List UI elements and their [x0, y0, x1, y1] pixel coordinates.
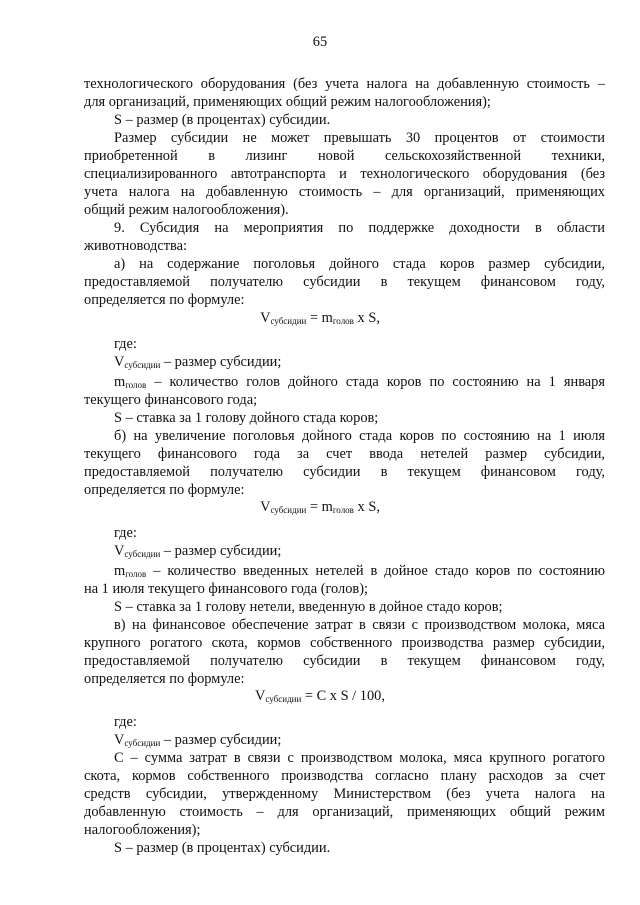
text-line-content: – количество голов дойного стада коров по состоянию на 1 января	[154, 374, 605, 390]
text-line	[84, 237, 605, 255]
text-line-content: S – ставка за 1 голову нетели, введенную в дойное стадо коров;	[114, 599, 503, 615]
text-line-content: специализированного автотранспорта и технологического оборудования (без	[84, 166, 605, 182]
text-line-content: общий режим налогообложения).	[84, 202, 289, 218]
text-line	[84, 767, 605, 785]
text-line-content: определяется по формуле:	[84, 671, 245, 687]
text-line	[114, 219, 605, 237]
text-line	[114, 111, 605, 129]
text-line	[114, 616, 605, 634]
text-line	[84, 803, 605, 821]
text-line-content: на 1 июля текущего финансового года (голов);	[84, 581, 368, 597]
text-line	[84, 481, 605, 499]
text-line-content: где:	[114, 714, 137, 730]
text-line	[84, 821, 605, 839]
text-line-content: учета налога на добавленную стоимость – для организаций, применяющих	[84, 184, 605, 200]
text-line-content: средств субсидии, утвержденному Министерством (без учета налога на	[84, 786, 605, 802]
page-number: 65	[312, 34, 328, 50]
definition-line: $V_{субсидии}$ – размер субсидии;	[114, 354, 282, 370]
variable-symbol: $m_{голов}$	[114, 374, 147, 390]
text-line	[114, 335, 605, 353]
text-line	[114, 713, 605, 731]
text-line	[114, 839, 605, 857]
text-line-content: С – сумма затрат в связи с производством молока, мяса крупного рогатого	[114, 750, 605, 766]
text-line-content: б) на увеличение поголовья дойного стада коров по состоянию на 1 июля	[114, 428, 605, 444]
text-line-content: определяется по формуле:	[84, 482, 245, 498]
text-line-content: приобретенной в лизинг новой сельскохозяйственной техники,	[84, 148, 605, 164]
text-line-content: Размер субсидии не может превышать 30 процентов от стоимости	[114, 130, 605, 146]
text-line-content: S – размер (в процентах) субсидии.	[114, 112, 331, 128]
text-line-content: животноводства:	[84, 238, 187, 254]
text-line-content: – количество введенных нетелей в дойное стадо коров по состоянию	[153, 563, 605, 579]
text-line-content: S – ставка за 1 голову дойного стада коров;	[114, 410, 379, 426]
text-line	[114, 255, 605, 273]
text-line	[114, 129, 605, 147]
formula: $V_{субсидии} = m_{голов}$ x S,	[260, 499, 380, 515]
text-line	[84, 165, 605, 183]
text-line	[84, 785, 605, 803]
text-line-content: где:	[114, 336, 137, 352]
text-line	[84, 93, 605, 111]
text-line	[84, 634, 605, 652]
text-line	[84, 147, 605, 165]
text-line	[84, 670, 605, 688]
text-line-content: а) на содержание поголовья дойного стада коров размер субсидии,	[114, 256, 605, 272]
text-line	[84, 273, 605, 291]
text-line-content: крупного рогатого скота, кормов собственного производства размер субсидии,	[84, 635, 605, 651]
definition-line: $V_{субсидии}$ – размер субсидии;	[114, 543, 282, 559]
text-line-content: технологического оборудования (без учета налога на добавленную стоимость –	[84, 76, 605, 92]
text-line-content: текущего финансового года за счет ввода нетелей размер субсидии,	[84, 446, 605, 462]
text-line	[84, 652, 605, 670]
text-line	[114, 427, 605, 445]
text-line-content: скота, кормов собственного производства согласно плану расходов за счет	[84, 768, 605, 784]
text-line	[84, 391, 605, 409]
text-line	[84, 201, 605, 219]
text-line	[84, 291, 605, 309]
text-line	[114, 524, 605, 542]
text-line	[114, 373, 605, 391]
text-line	[114, 598, 605, 616]
text-line-content: налогообложения);	[84, 822, 201, 838]
text-line-content: предоставляемой получателю субсидии в текущем финансовом году,	[84, 653, 605, 669]
formula: $V_{субсидии} = C$ x S / 100,	[255, 688, 385, 704]
text-line	[84, 75, 605, 93]
text-line-content: для организаций, применяющих общий режим налогообложения);	[84, 94, 491, 110]
text-line	[84, 580, 605, 598]
text-line-content: определяется по формуле:	[84, 292, 245, 308]
text-line-content: в) на финансовое обеспечение затрат в связи с производством молока, мяса	[114, 617, 605, 633]
text-line	[114, 562, 605, 580]
variable-symbol: $m_{голов}$	[114, 563, 147, 579]
text-line-content: предоставляемой получателю субсидии в текущем финансовом году,	[84, 464, 605, 480]
formula: $V_{субсидии} = m_{голов}$ x S,	[260, 310, 380, 326]
text-line	[114, 749, 605, 767]
text-line-content: 9. Субсидия на мероприятия по поддержке доходности в области	[114, 220, 605, 236]
text-line	[114, 409, 605, 427]
text-line-content: предоставляемой получателю субсидии в текущем финансовом году,	[84, 274, 605, 290]
text-line-content: S – размер (в процентах) субсидии.	[114, 840, 331, 856]
text-line	[84, 183, 605, 201]
text-line-content: добавленную стоимость – для организаций, применяющих общий режим	[84, 804, 605, 820]
text-line-content: текущего финансового года;	[84, 392, 258, 408]
text-line	[84, 445, 605, 463]
text-line-content: где:	[114, 525, 137, 541]
text-line	[84, 463, 605, 481]
definition-line: $V_{субсидии}$ – размер субсидии;	[114, 732, 282, 748]
